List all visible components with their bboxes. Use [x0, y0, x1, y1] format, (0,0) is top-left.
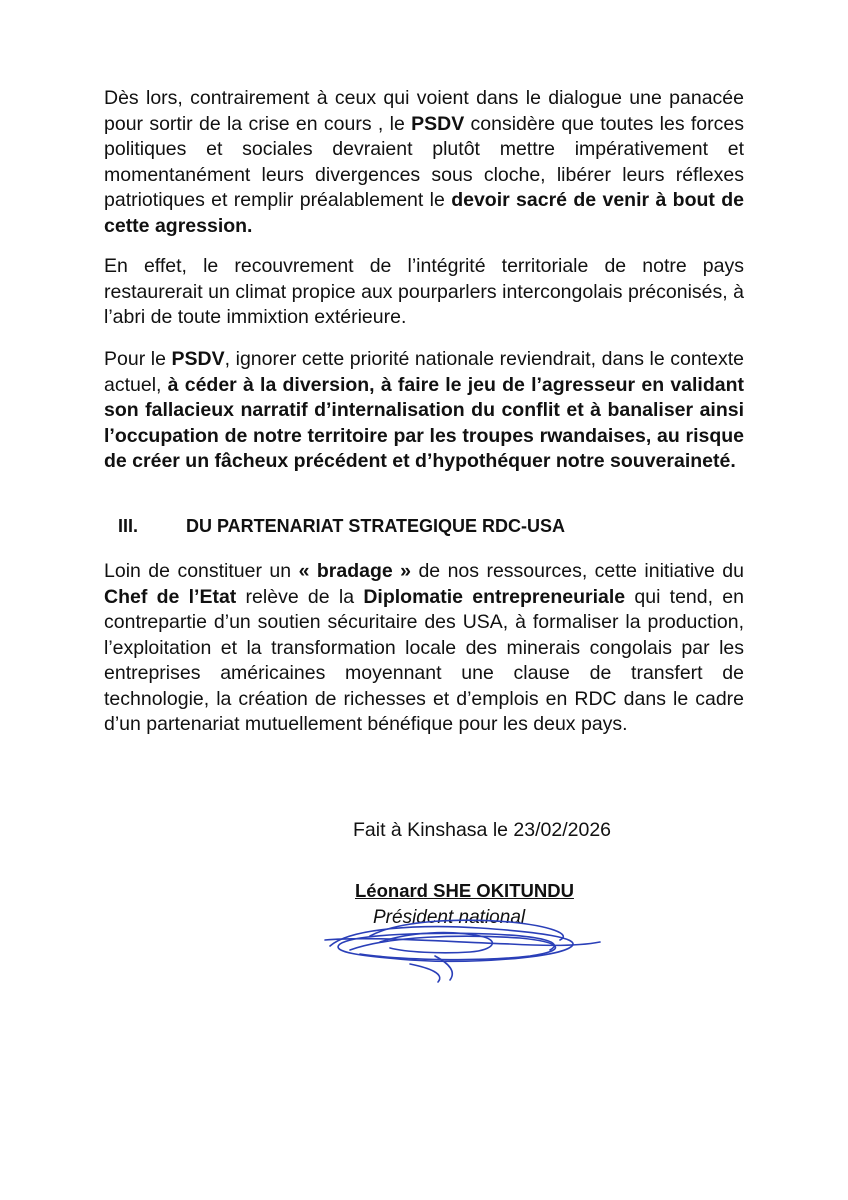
paragraph-national-priority: [104, 347, 744, 475]
emphasis-text: Chef de l’Etat: [104, 585, 237, 608]
place-date: Fait à Kinshasa le 23/02/2026: [353, 819, 612, 841]
paragraph-text: relève de la: [236, 585, 364, 608]
signer-title: Président national: [373, 907, 526, 928]
emphasis-text: à céder à la diversion, à faire le jeu de l’agresseur en validant son fallacieux narratif d’internalisation du conflit et à banaliser ainsi l’occupation de notre territoire par les troupes rwandaises, au risque de créer un fâcheux précédent et d’hypothéquer notre souveraineté.: [104, 373, 745, 472]
emphasis-text: Diplomatie entrepreneuriale: [363, 585, 626, 608]
paragraph-text: Pour le: [104, 348, 172, 370]
paragraph-dialogue: [104, 86, 744, 239]
paragraph-text: , ignorer cette priorité nationale reviendrait, dans le contexte actuel,: [104, 348, 744, 396]
paragraph-text: En effet, le recouvrement de l’intégrité territoriale de notre pays restaurerait un climat propice aux pourparlers intercongolais préconisés, à l’abri de toute immixtion extérieure.: [104, 255, 744, 328]
paragraph-territorial-integrity: [104, 254, 744, 331]
emphasis-text: devoir sacré de venir à bout de cette agression.: [104, 189, 744, 237]
paragraph-text: considère que toutes les forces politiques et sociales devraient plutôt mettre impérativement et momentanément leurs divergences sous cloche, libérer leurs réflexes patriotiques et remplir préalablement le: [104, 112, 744, 211]
emphasis-text: « bradage »: [298, 560, 411, 582]
paragraph-text: de nos ressources, cette initiative du: [411, 560, 744, 582]
section-title: DU PARTENARIAT STRATEGIQUE RDC-USA: [186, 516, 565, 536]
paragraph-partnership: [104, 559, 744, 738]
handwritten-signature: [310, 906, 610, 986]
paragraph-text: Dès lors, contrairement à ceux qui voient dans le dialogue une panacée pour sortir de la crise en cours , le: [104, 87, 744, 135]
paragraph-text: Loin de constituer un: [104, 560, 299, 582]
signer-name: Léonard SHE OKITUNDU: [355, 880, 574, 901]
section-number: III.: [118, 516, 139, 536]
party-acronym: PSDV: [411, 112, 465, 135]
section-heading: [118, 514, 565, 538]
paragraph-text: qui tend, en contrepartie d’un soutien sécuritaire des USA, à formaliser la production, l’exploitation et la transformation locale des minerais congolais par les entreprises américaines moyennant une clause de transfert de technologie, la création de richesses et d’emplois en RDC dans le cadre d’un partenariat mutuellement bénéfique pour les deux pays.: [104, 585, 744, 735]
party-acronym: PSDV: [171, 348, 225, 370]
